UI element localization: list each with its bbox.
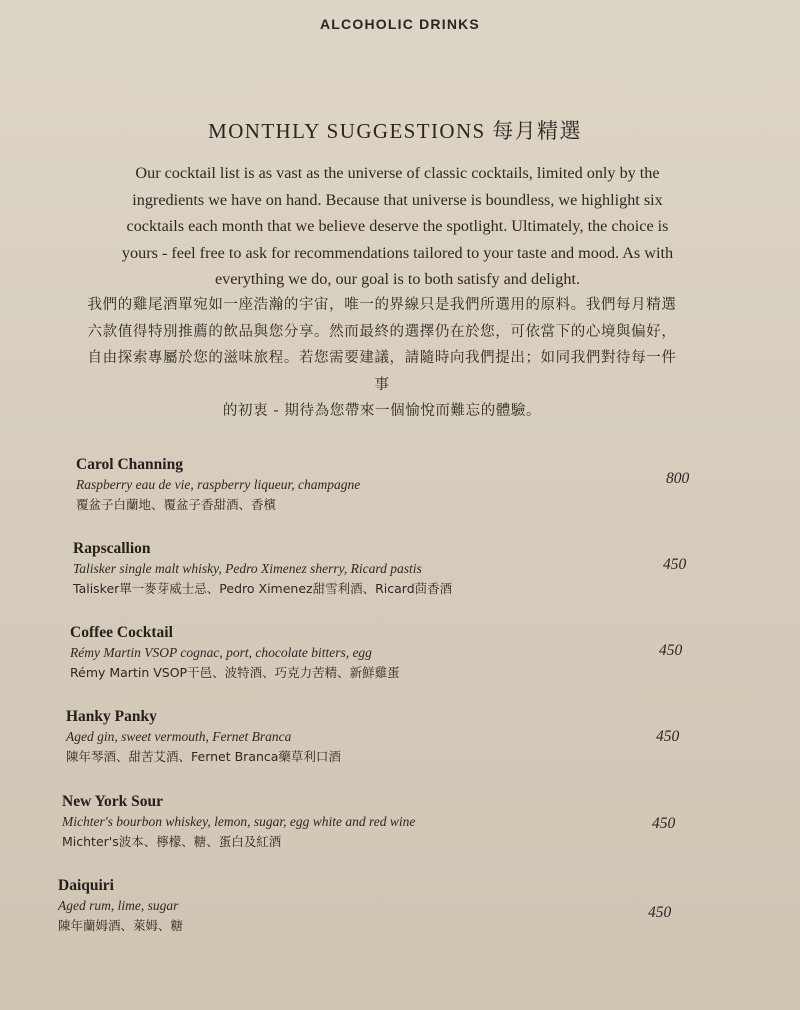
drink-ingredients-zh: Rémy Martin VSOP干邑、波特酒、巧克力苦精、新鮮雞蛋 (70, 665, 400, 680)
drink-price: 450 (659, 642, 683, 659)
intro-line: yours - feel free to ask for recommendations tailored to your taste and mood. As with (121, 243, 674, 262)
intro-chinese (82, 292, 682, 425)
drink-ingredients-zh: Talisker單一麥芽威士忌、Pedro Ximenez甜雪利酒、Ricard茴香酒 (73, 581, 453, 596)
intro-line: 自由探索專屬於您的滋味旅程。若您需要建議，請隨時向我們提出；如同我們對待每一件事 (87, 350, 677, 393)
drink-price: 800 (666, 470, 690, 487)
drink-item (76, 455, 736, 515)
drink-ingredients: Raspberry eau de vie, raspberry liqueur, champagne (76, 477, 361, 492)
drink-price: 450 (663, 556, 687, 573)
drink-name: Coffee Cocktail (70, 624, 173, 641)
drink-name: Hanky Panky (66, 708, 157, 725)
drink-ingredients: Michter's bourbon whiskey, lemon, sugar, egg white and red wine (62, 814, 416, 829)
drink-item (73, 539, 733, 599)
intro-line: 六款值得特別推薦的飲品與您分享。然而最終的選擇仍在於您，可依當下的心境與偏好， (87, 323, 677, 340)
intro-english (100, 160, 695, 293)
drink-item (70, 623, 730, 683)
intro-line: 我們的雞尾酒單宛如一座浩瀚的宇宙，唯一的界線只是我們所選用的原料。我們每月精選 (87, 297, 677, 313)
drink-ingredients: Talisker single malt whisky, Pedro Ximenez sherry, Ricard pastis (73, 561, 422, 576)
intro-line: 的初衷 - 期待為您帶來一個愉悅而難忘的體驗。 (222, 403, 542, 419)
drink-item (58, 876, 718, 936)
drink-name: Rapscallion (73, 540, 151, 557)
section-label: ALCOHOLIC DRINKS (320, 16, 480, 32)
drink-ingredients-zh: Michter's波本、檸檬、糖、蛋白及紅酒 (62, 834, 282, 849)
drink-name: Daiquiri (58, 877, 114, 894)
intro-line: cocktails each month that we believe deserve the spotlight. Ultimately, the choice is (126, 217, 669, 235)
intro-line: Our cocktail list is as vast as the universe of classic cocktails, limited only by the (135, 164, 660, 182)
drink-price: 450 (656, 728, 680, 745)
drink-item (66, 707, 726, 767)
drink-name: Carol Channing (76, 456, 183, 473)
drink-ingredients: Rémy Martin VSOP cognac, port, chocolate bitters, egg (70, 645, 372, 660)
drink-item (62, 792, 722, 852)
page-title: MONTHLY SUGGESTIONS 每月精選 (208, 119, 582, 143)
drink-price: 450 (648, 904, 672, 921)
drink-name: New York Sour (62, 793, 164, 810)
intro-line: everything we do, our goal is to both satisfy and delight. (214, 270, 581, 288)
drink-ingredients-zh: 陳年蘭姆酒、萊姆、糖 (58, 918, 184, 933)
intro-line: ingredients we have on hand. Because that universe is boundless, we highlight six (132, 190, 663, 209)
drink-ingredients: Aged rum, lime, sugar (58, 898, 179, 913)
drink-ingredients-zh: 陳年琴酒、甜苦艾酒、Fernet Branca藥草利口酒 (66, 749, 341, 764)
drink-price: 450 (652, 815, 676, 832)
drink-ingredients: Aged gin, sweet vermouth, Fernet Branca (66, 729, 292, 744)
drink-ingredients-zh: 覆盆子白蘭地、覆盆子香甜酒、香檳 (76, 497, 277, 512)
